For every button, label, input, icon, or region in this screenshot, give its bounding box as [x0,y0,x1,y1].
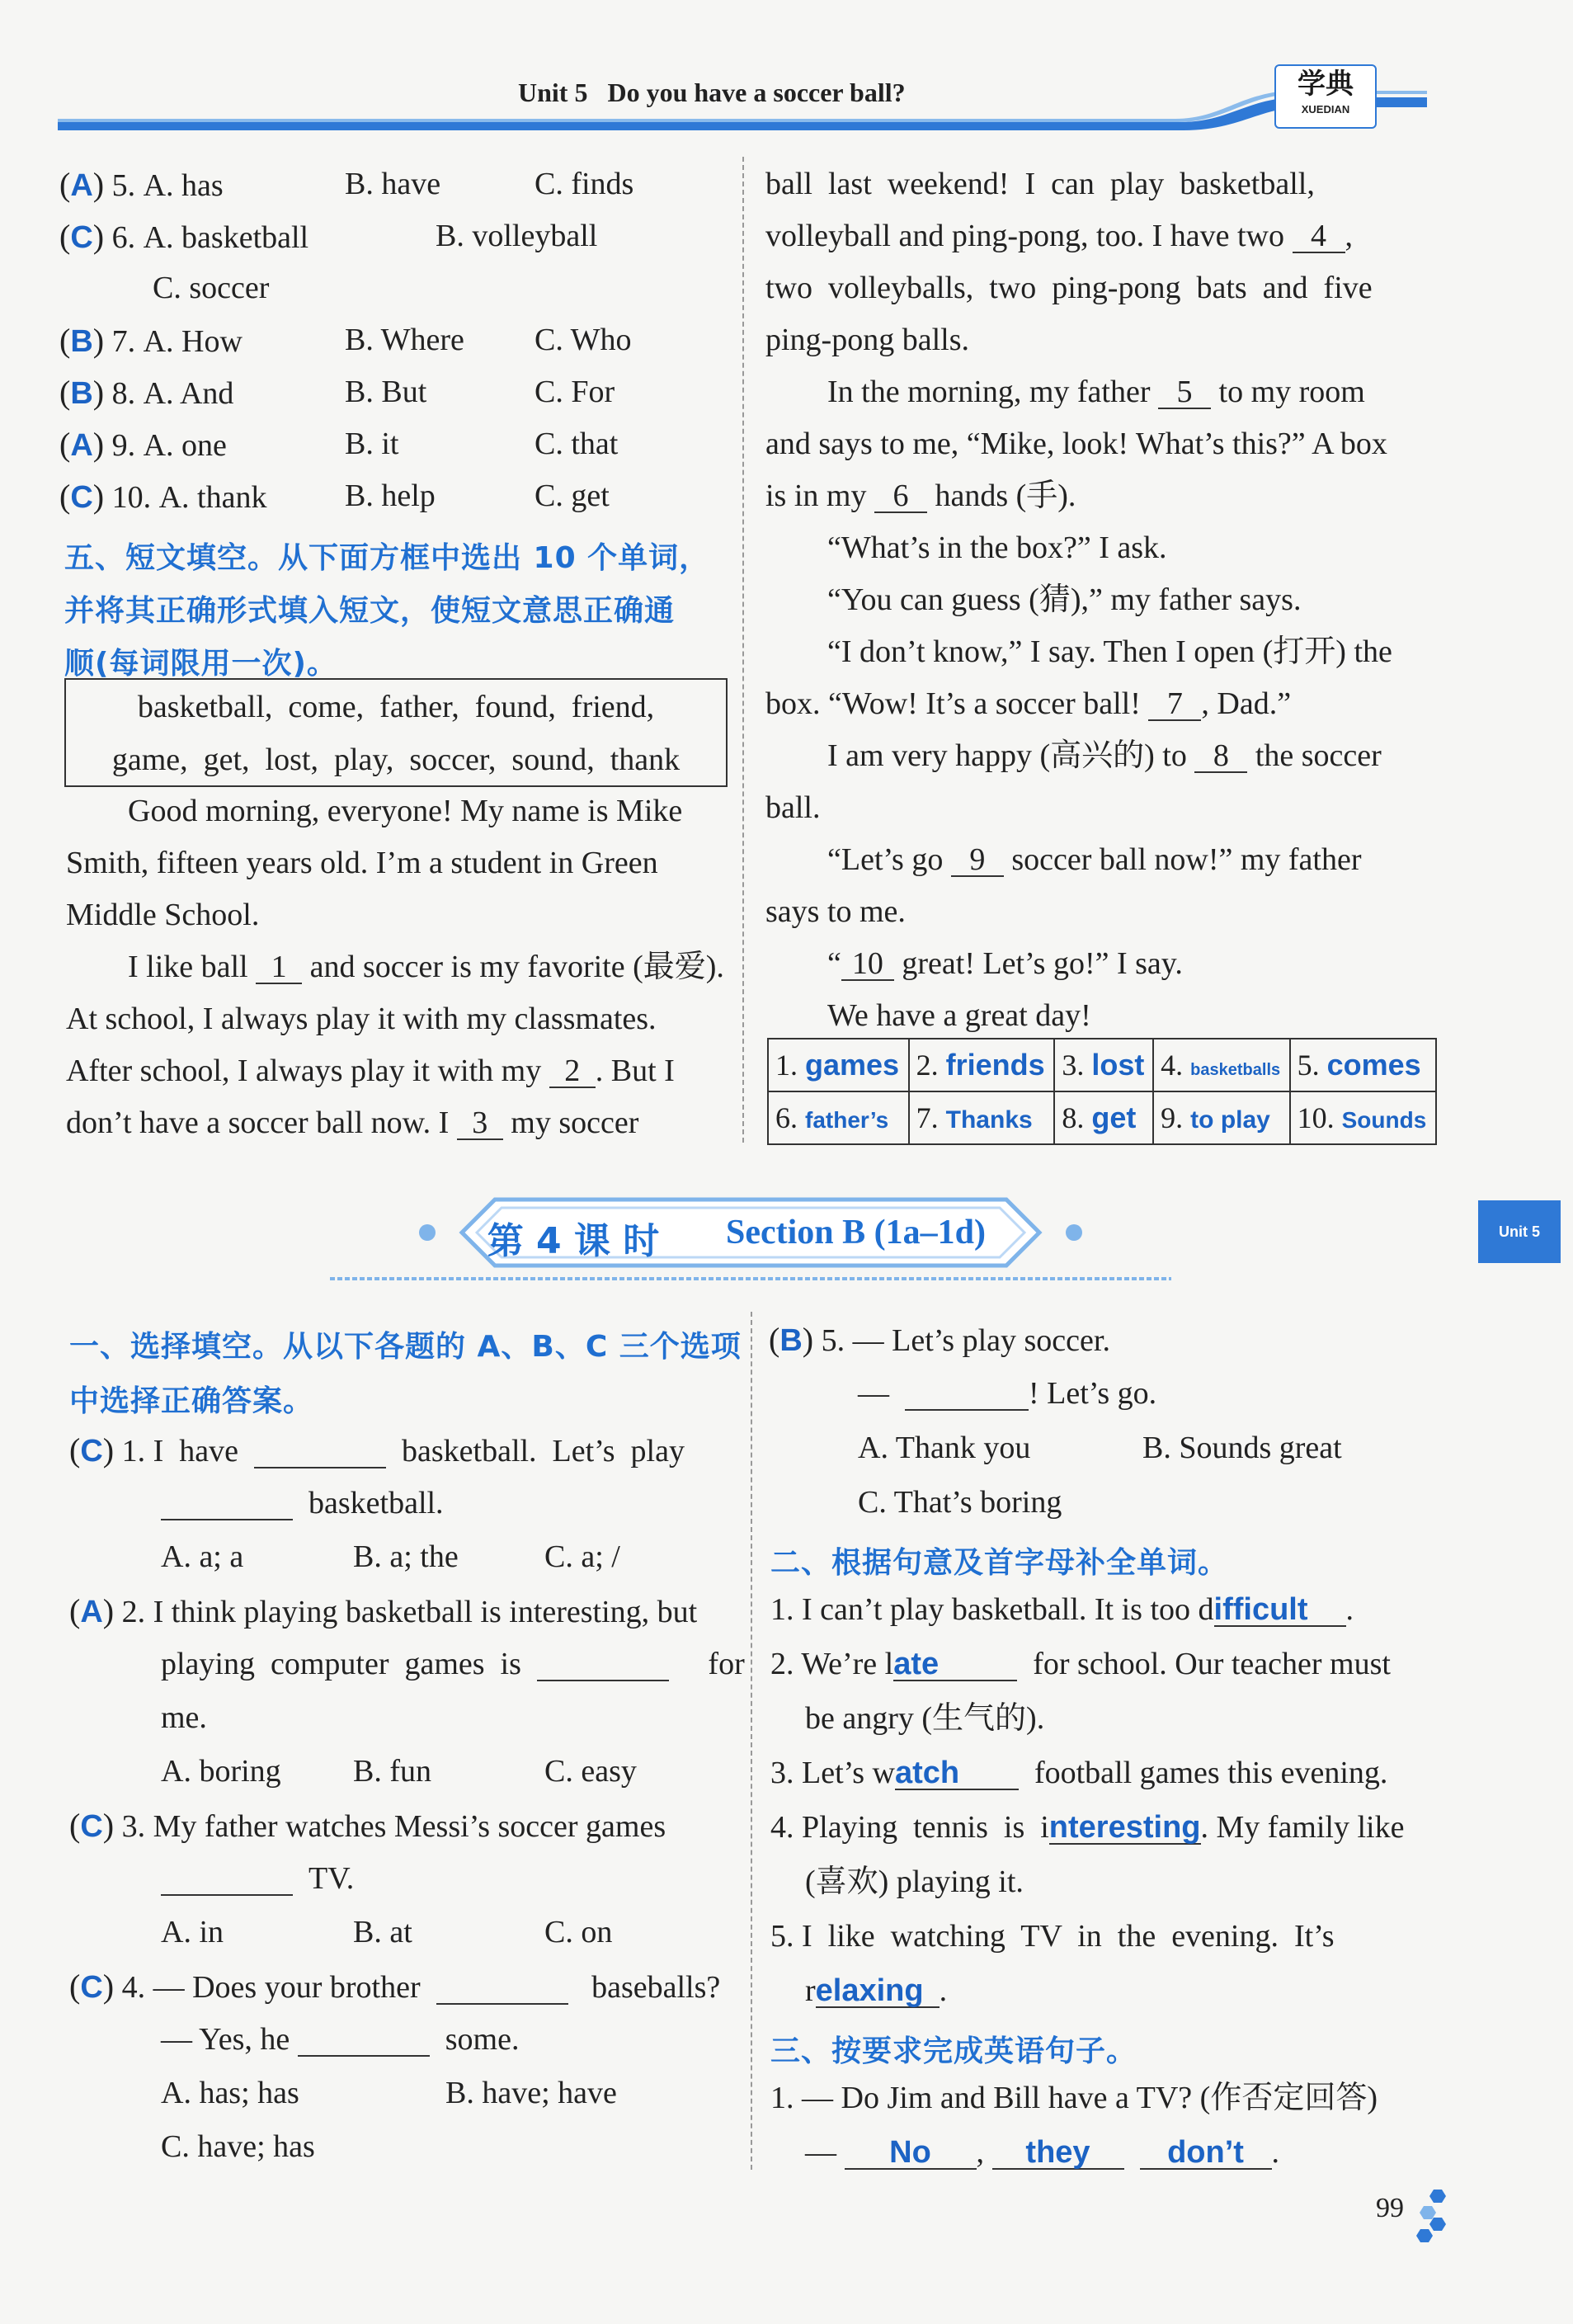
passage-line: ping-pong balls. [765,323,969,357]
mc-option-b: B. Sounds great [1142,1431,1342,1465]
table-cell: 9. to play [1153,1091,1289,1144]
blank-10: 10 [841,948,894,981]
s1-q2-line2: playing computer games is for [161,1647,745,1681]
table-cell: 6. father’s [768,1091,909,1144]
mc-option-b: B. volleyball [436,219,598,253]
mc-option-b: B. Where [345,323,464,357]
mc-option-b: B. have [345,167,441,201]
column-divider-top [742,157,744,1143]
unit-title: Unit 5 Do you have a soccer ball? [518,78,906,107]
mc-item-10: (C) 10. A. thank [59,478,267,515]
answer-s3-1: No [845,2137,977,2170]
passage-line: We have a great day! [827,998,1091,1033]
mc-option-a: A. Thank you [858,1431,1031,1465]
s1-q5-line2: — ! Let’s go. [858,1376,1157,1411]
s2-q2: 2. We’re late for school. Our teacher must [770,1647,1391,1681]
table-row [768,1091,1436,1144]
blank-2: 2 [549,1055,596,1088]
section1-heading-1: 一、选择填空。从以下各题的 A、B、C 三个选项 [69,1330,742,1364]
mc-option-c: C. easy [544,1754,637,1789]
section1-heading-2: 中选择正确答案。 [69,1384,314,1418]
passage-line: is in my 6 hands (手). [765,478,1076,513]
s1-q1: (C) 1. I have basketball. Let’s play [69,1431,685,1468]
table-cell: 3. lost [1054,1039,1153,1091]
mc-item-5: (A) 5. A. has [59,166,224,203]
passage-line: box. “Wow! It’s a soccer ball! 7 , Dad.” [765,686,1292,721]
side-tab-label: Unit 5 [1498,1223,1540,1240]
s1-q5: (B) 5. — Let’s play soccer. [769,1321,1110,1358]
s1-q3-line2: TV. [161,1863,354,1896]
section5-heading-2: 并将其正确形式填入短文，使短文意思正确通 [64,594,676,628]
passage-line: Good morning, everyone! My name is Mike [128,794,683,828]
section5-heading-1: 五、短文填空。从下面方框中选出 10 个单词， [64,541,710,575]
mc-item-8: (B) 8. A. And [59,374,234,411]
answer-s2-q5: elaxing [816,1975,940,2008]
passage-line: Smith, fifteen years old. I’m a student in Green [66,846,658,880]
mc-item-7: (B) 7. A. How [59,322,243,359]
mc-option-c: C. That’s boring [858,1485,1062,1520]
hexagon-decoration-icon [1409,2186,1450,2244]
table-cell: 2. friends [909,1039,1055,1091]
lesson-banner-line [330,1277,1171,1280]
mc-option-c: C. get [535,478,610,513]
mc-item-9: (A) 9. A. one [59,426,227,463]
word-box-line-1: basketball, come, father, found, friend, [137,690,655,724]
blank-1: 1 [256,951,302,984]
section5-heading-3: 顺(每词限用一次)。 [64,647,337,681]
blank-6: 6 [874,480,927,513]
s1-q2: (A) 2. I think playing basketball is interesting, but [69,1592,698,1629]
s2-q3: 3. Let’s watch football games this evening. [770,1756,1388,1790]
mc-option-a: A. a; a [161,1539,244,1574]
mc-option-b: B. fun [353,1754,431,1789]
blank-4: 4 [1293,220,1345,253]
column-divider-bottom [751,1312,752,2170]
blank-8: 8 [1194,740,1247,773]
s2-q4-line2: (喜欢) playing it. [805,1864,1024,1899]
table-cell: 10. Sounds [1290,1091,1436,1144]
mc-option-c: C. that [535,427,619,461]
logo [1274,64,1377,129]
mc-option-a: A. in [161,1915,224,1949]
lesson-banner-cn: 第 4 课 时 [487,1220,660,1262]
s2-q2-line2: be angry (生气的). [805,1701,1045,1736]
passage-line: two volleyballs, two ping-pong bats and five [765,271,1373,305]
table-cell: 7. Thanks [909,1091,1055,1144]
passage-line: says to me. [765,894,906,929]
table-cell: 5. comes [1290,1039,1436,1091]
mc-option-b: B. at [353,1915,412,1949]
word-box [64,678,728,787]
table-cell: 1. games [768,1039,909,1091]
passage-line: I like ball 1 and soccer is my favorite (最爱). [128,950,724,984]
passage-line: volleyball and ping-pong, too. I have two 4 , [765,219,1353,253]
s2-q1: 1. I can’t play basketball. It is too difficult . [770,1592,1354,1627]
table-row [768,1039,1436,1091]
passage-line: After school, I always play it with my 2 . But I [66,1054,675,1088]
mc-option-b: B. But [345,375,427,409]
mc-option-b: B. have; have [445,2076,617,2110]
answer-s2-q2: ate [893,1648,1017,1681]
answer-s2-q4: nteresting [1048,1810,1201,1845]
passage-line: “Let’s go 9 soccer ball now!” my father [827,842,1362,877]
section3-heading: 三、按要求完成英语句子。 [770,2034,1137,2068]
passage-line: ball last weekend! I can play basketball, [765,167,1315,201]
word-box-line-2: game, get, lost, play, soccer, sound, thank [111,742,681,777]
s1-q3: (C) 3. My father watches Messi’s soccer games [69,1807,666,1844]
table-cell: 4. basketballs [1153,1039,1289,1091]
s1-q1-line2: basketball. [161,1487,444,1520]
s3-q1: 1. — Do Jim and Bill have a TV? (作否定回答) [770,2081,1378,2115]
mc-option-c: C. soccer [153,271,270,305]
mc-item-6: (C) 6. A. basketball [59,218,309,255]
blank-5: 5 [1158,376,1211,409]
logo-en: XUEDIAN [1301,103,1350,115]
s3-q1-answer: — No , they don’t . [805,2135,1279,2170]
passage-line: In the morning, my father 5 to my room [827,375,1365,409]
s2-q4: 4. Playing tennis is interesting. My family like [770,1810,1405,1845]
passage-line: and says to me, “Mike, look! What’s this?” A box [765,427,1387,461]
passage-line: At school, I always play it with my classmates. [66,1002,657,1036]
blank-7: 7 [1148,688,1201,721]
s2-q5: 5. I like watching TV in the evening. It’s [770,1919,1335,1954]
answer-table [767,1038,1437,1145]
blank-9: 9 [951,844,1004,877]
passage-line: “ 10 great! Let’s go!” I say. [827,946,1183,981]
blank-3: 3 [457,1107,503,1140]
table-cell: 8. get [1054,1091,1153,1144]
mc-option-c: C. a; / [544,1539,620,1574]
mc-option-a: A. boring [161,1754,281,1789]
mc-option-c: C. have; has [161,2129,315,2164]
answer-s2-q1: ifficult [1214,1594,1346,1627]
mc-option-b: B. help [345,478,436,513]
mc-option-b: B. it [345,427,399,461]
section2-heading: 二、根据句意及首字母补全单词。 [770,1546,1229,1580]
page-number: 99 [1376,2193,1404,2223]
passage-line: don’t have a soccer ball now. I 3 my soccer [66,1105,639,1140]
s1-q2-line3: me. [161,1700,207,1735]
passage-line: “I don’t know,” I say. Then I open (打开) the [827,634,1392,669]
s2-q5-line2: relaxing . [805,1973,948,2008]
passage-line: “You can guess (猜),” my father says. [827,582,1302,617]
lesson-banner [412,1193,1089,1272]
mc-option-a: A. has; has [161,2076,299,2110]
answer-s3-3: don’t [1140,2137,1272,2170]
passage-line: Middle School. [66,898,260,932]
answer-s3-2: they [992,2137,1124,2170]
mc-option-b: B. a; the [353,1539,459,1574]
passage-line: I am very happy (高兴的) to 8 the soccer [827,738,1382,773]
mc-option-c: C. Who [535,323,632,357]
mc-option-c: C. finds [535,167,634,201]
s1-q4: (C) 4. — Does your brother baseballs? [69,1968,721,2005]
passage-line: ball. [765,790,821,825]
side-tab-unit[interactable] [1478,1200,1561,1263]
mc-option-c: C. For [535,375,615,409]
lesson-banner-en: Section B (1a–1d) [726,1214,986,1252]
passage-line: “What’s in the box?” I ask. [827,530,1167,565]
logo-cn: 学典 [1297,68,1354,101]
mc-option-c: C. on [544,1915,613,1949]
s1-q4-line2: — Yes, he some. [161,2022,520,2057]
answer-s2-q3: atch [895,1757,1019,1790]
